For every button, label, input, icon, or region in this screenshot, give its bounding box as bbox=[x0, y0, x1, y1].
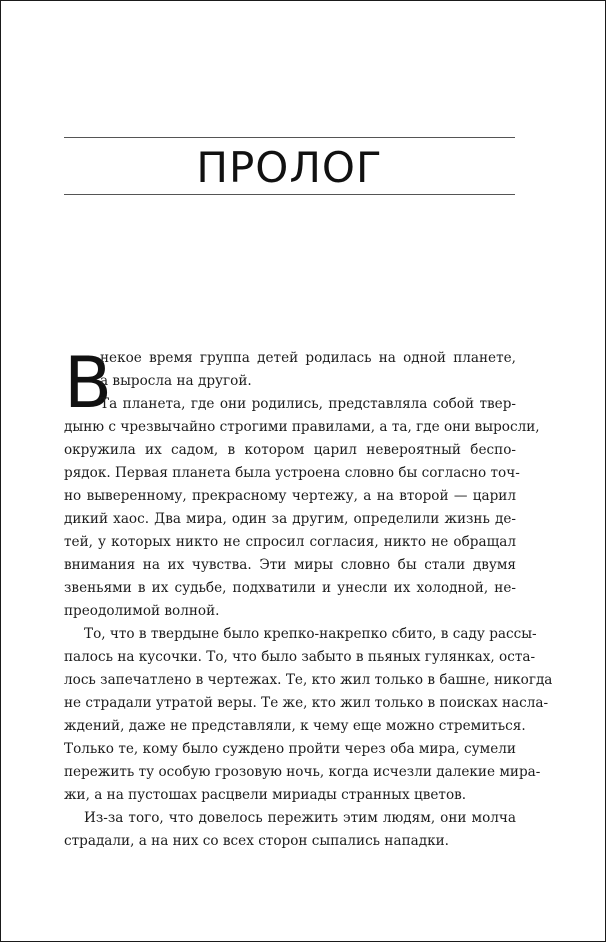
paragraph-1 bbox=[64, 342, 540, 623]
title-bottom-rule bbox=[64, 194, 515, 195]
prologue-body bbox=[64, 342, 553, 853]
text-line: Та планета, где они родились, представляла собой твер- bbox=[100, 396, 516, 412]
paragraph-3 bbox=[64, 807, 516, 853]
text-line: звеньями в их судьбе, подхватили и унесли их холодной, не- bbox=[64, 580, 516, 596]
text-line: тей, у которых никто не спросил согласия, никто не обращал bbox=[64, 534, 516, 550]
text-line: а выросла на другой. bbox=[100, 373, 252, 389]
text-line: преодолимой волной. bbox=[64, 603, 220, 619]
text-line: внимания на их чувства. Эти миры словно бы стали двумя bbox=[64, 557, 516, 573]
chapter-title: ПРОЛОГ bbox=[196, 143, 383, 192]
text-line: палось на кусочки. То, что было забыто в пьяных гулянках, оста- bbox=[64, 649, 536, 665]
text-line: дикий хаос. Два мира, один за другим, определили жизнь де- bbox=[64, 511, 516, 527]
text-line: окружила их садом, в котором царил невероятный беспо- bbox=[64, 442, 516, 458]
text-line: Из-за того, что довелось пережить этим людям, они молча bbox=[84, 810, 516, 826]
text-line: Только те, кому было суждено пройти через оба мира, сумели bbox=[64, 741, 516, 757]
text-line: лось запечатлено в чертежах. Те, кто жил только в башне, никогда bbox=[64, 672, 553, 688]
paragraph-2 bbox=[64, 623, 553, 807]
text-line: некое время группа детей родилась на одной планете, bbox=[100, 350, 516, 366]
text-line: пережить ту особую грозовую ночь, когда исчезли далекие мира- bbox=[64, 764, 541, 780]
text-line: дыню с чрезвычайно строгими правилами, а та, где они выросли, bbox=[64, 419, 540, 435]
text-line: но выверенному, прекрасному чертежу, а на второй — царил bbox=[64, 488, 516, 504]
drop-cap: В bbox=[64, 342, 113, 424]
text-line: жи, а на пустошах расцвели мириады странных цветов. bbox=[64, 787, 467, 803]
text-line: не страдали утратой веры. Те же, кто жил только в поисках насла- bbox=[64, 695, 549, 711]
text-line: страдали, а на них со всех сторон сыпались нападки. bbox=[64, 833, 449, 849]
text-line: ждений, даже не представляли, к чему еще можно стремиться. bbox=[64, 718, 526, 734]
text-line: рядок. Первая планета была устроена словно бы согласно точ- bbox=[64, 465, 520, 481]
text-line: То, что в твердыне было крепко-накрепко сбито, в саду рассы- bbox=[84, 626, 537, 642]
title-top-rule bbox=[64, 137, 515, 138]
